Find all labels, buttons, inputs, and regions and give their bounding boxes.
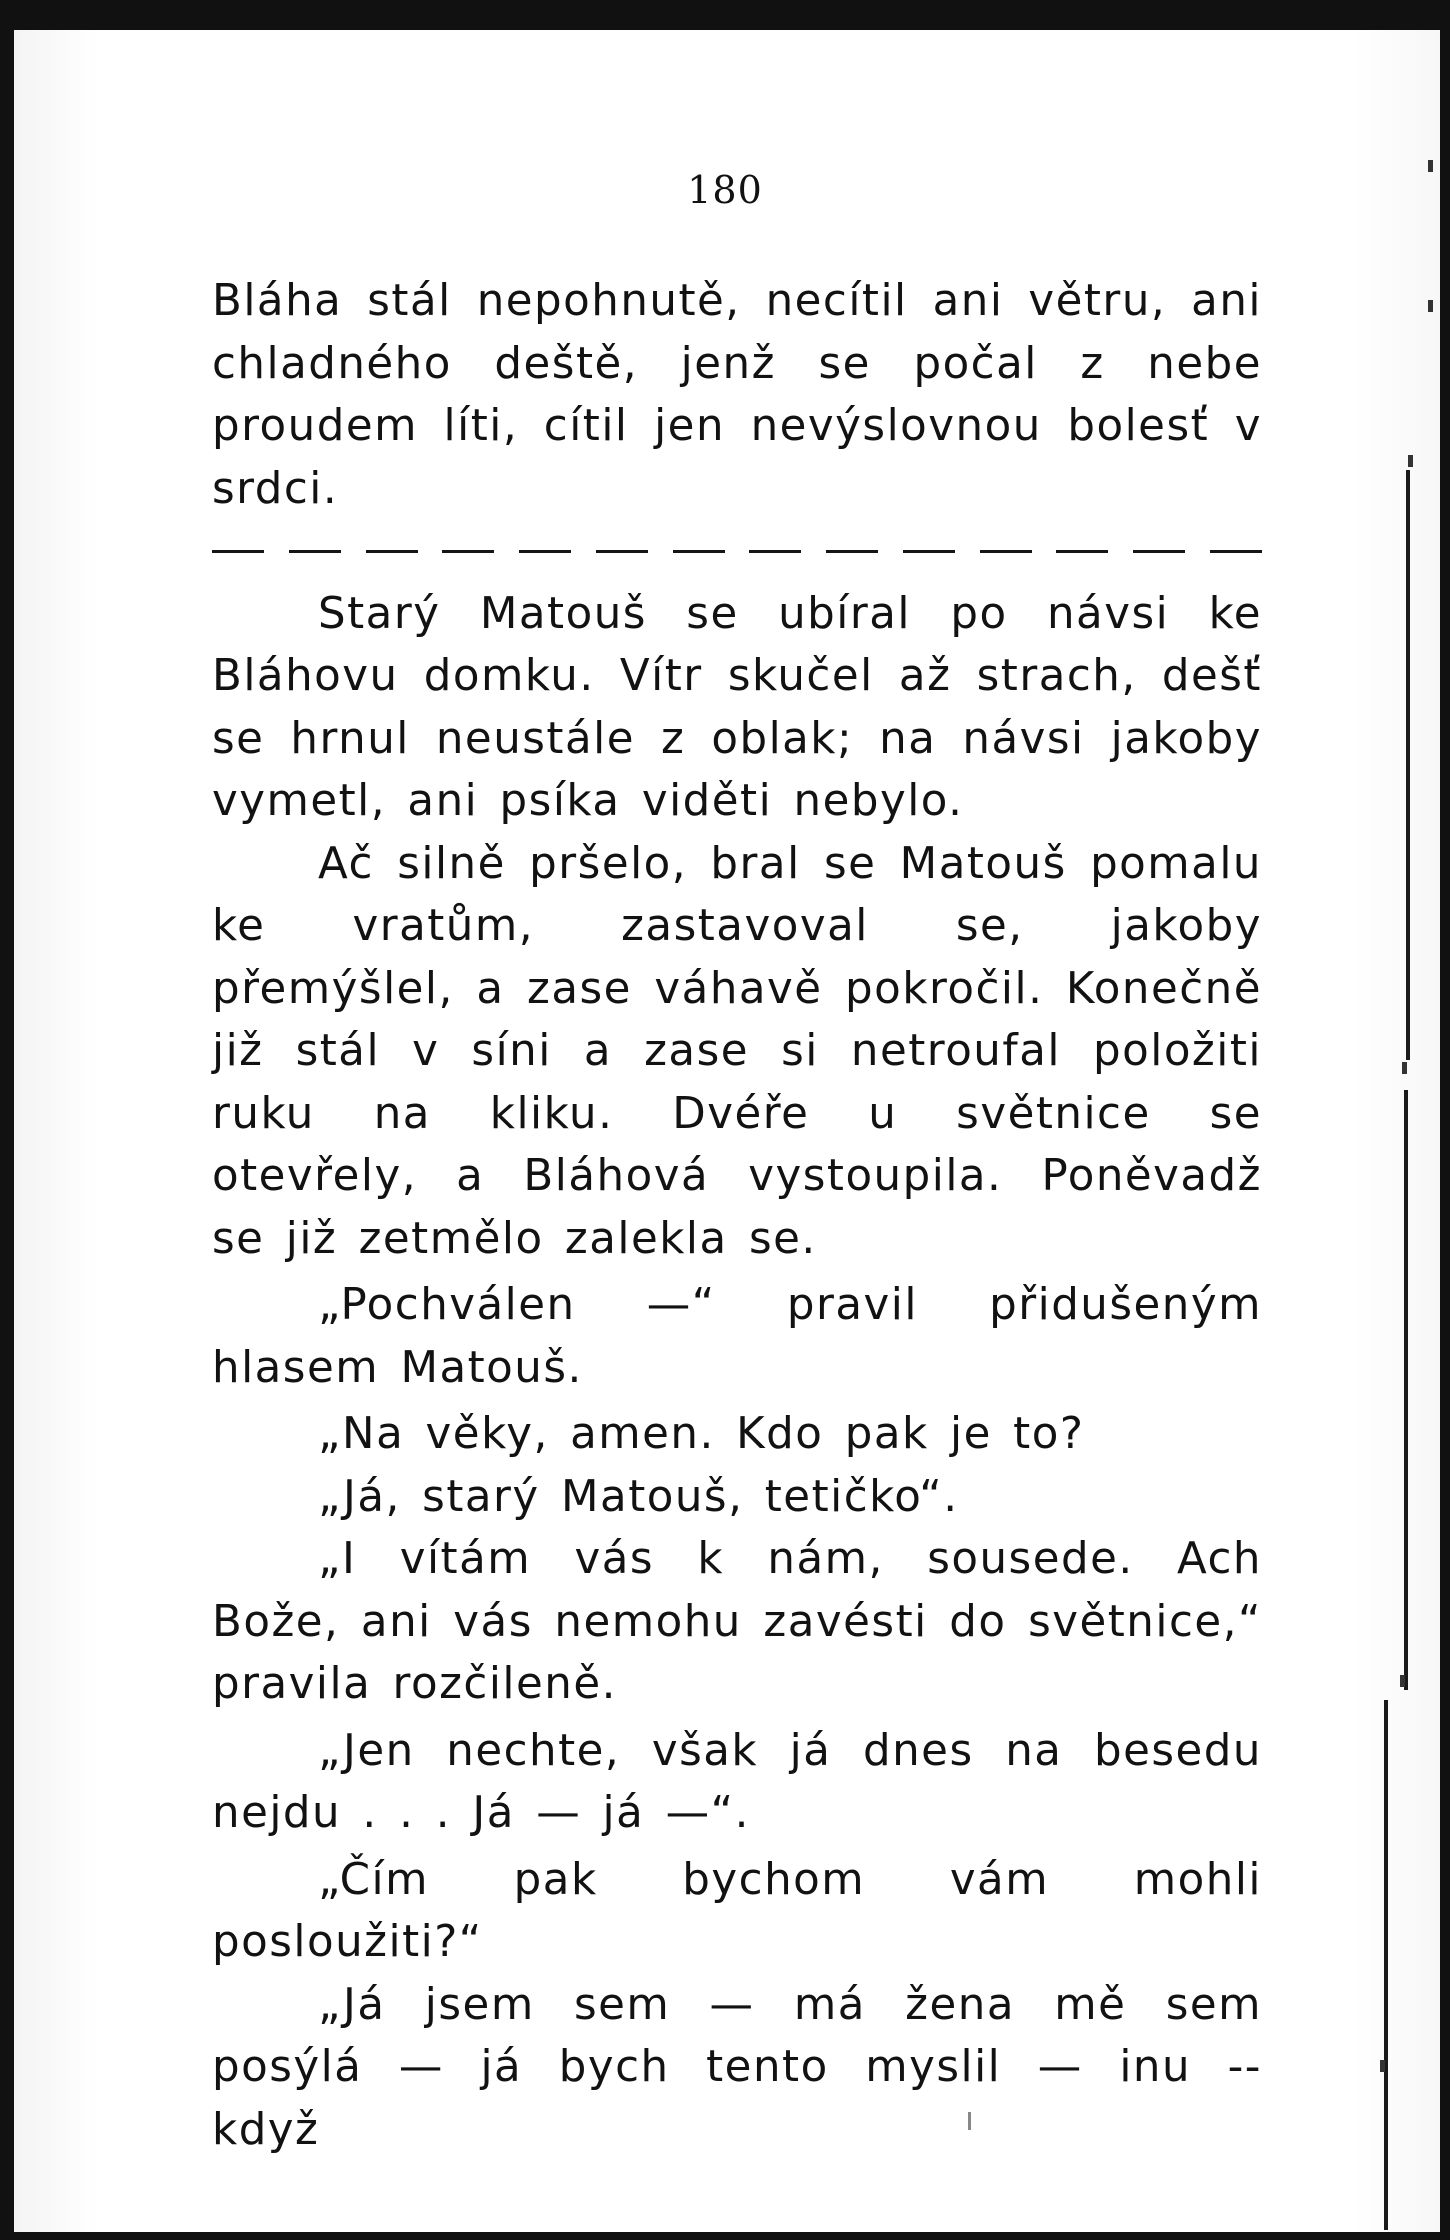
- scan-border-left: [0, 0, 14, 2240]
- divider-dash: [1056, 550, 1108, 553]
- paragraph: „I vítám vás k nám, sousede. Ach Bože, ani vás nemohu zavésti do světnice,“ pravila rozčileně.: [212, 1534, 1262, 1709]
- paragraph: „Čím pak bychom vám mohli posloužiti?“: [212, 1854, 1262, 1967]
- paragraph: „Já jsem sem — má žena mě sem posýlá — já bych tento myslil — inu -- když: [212, 1979, 1262, 2155]
- binding-mark: [1400, 1675, 1405, 1687]
- scan-border-bottom: [0, 2232, 1450, 2240]
- divider-dash: [673, 550, 725, 553]
- divider-dash: [749, 550, 801, 553]
- paragraph: „Já, starý Matouš, tetičko“.: [318, 1471, 959, 1522]
- paragraph: „Pochválen —“ pravil přidušeným hlasem Matouš.: [212, 1280, 1262, 1393]
- divider-dash: [212, 550, 264, 553]
- divider-dash: [903, 550, 955, 553]
- divider-dash: [596, 550, 648, 553]
- divider-dash: [1210, 550, 1262, 553]
- paragraph: Bláha stál nepohnutě, necítil ani větru, ani chladného deště, jenž se počal z nebe proudem líti, cítil jen nevýslovnou bolesť v srdci.: [212, 276, 1262, 514]
- binding-mark: [1380, 2060, 1385, 2072]
- divider-dash: [826, 550, 878, 553]
- page-number: 180: [687, 168, 763, 212]
- divider-dash: [1133, 550, 1185, 553]
- divider-dash: [442, 550, 494, 553]
- binding-mark: [1428, 300, 1433, 312]
- paragraph: Starý Matouš se ubíral po návsi ke Bláhovu domku. Vítr skučel až strach, dešť se hrnul neustále z oblak; na návsi jakoby vymetl, ani psíka viděti nebylo.: [212, 588, 1262, 826]
- paragraph: „Na věky, amen. Kdo pak je to?: [318, 1409, 1085, 1459]
- binding-mark: [1408, 455, 1413, 467]
- divider-dash: [519, 550, 571, 553]
- scan-border-right: [1440, 0, 1450, 2240]
- paragraph: Ač silně pršelo, bral se Matouš pomalu ke vratům, zastavoval se, jakoby přemýšlel, a zase váhavě pokročil. Konečně již stál v síni a zase si netroufal položiti ruku na kliku. Dvéře u světnice se otevřely, a Bláhová vystoupila. Poněvadž se již zetmělo zalekla se.: [212, 838, 1262, 1264]
- paragraph: „Jen nechte, však já dnes na besedu nejdu . . . Já — já —“.: [212, 1725, 1262, 1838]
- binding-mark: [1402, 1062, 1407, 1074]
- binding-mark: [1406, 470, 1410, 1060]
- divider-dash: [366, 550, 418, 553]
- divider-dash: [289, 550, 341, 553]
- body-text: [212, 270, 1262, 2161]
- binding-mark: [1404, 1090, 1408, 1690]
- binding-mark: [1384, 1700, 1388, 2230]
- divider-dash: [980, 550, 1032, 553]
- scan-border-top: [0, 0, 1450, 30]
- section-divider: [212, 520, 1262, 583]
- scan-speck: [968, 2112, 971, 2130]
